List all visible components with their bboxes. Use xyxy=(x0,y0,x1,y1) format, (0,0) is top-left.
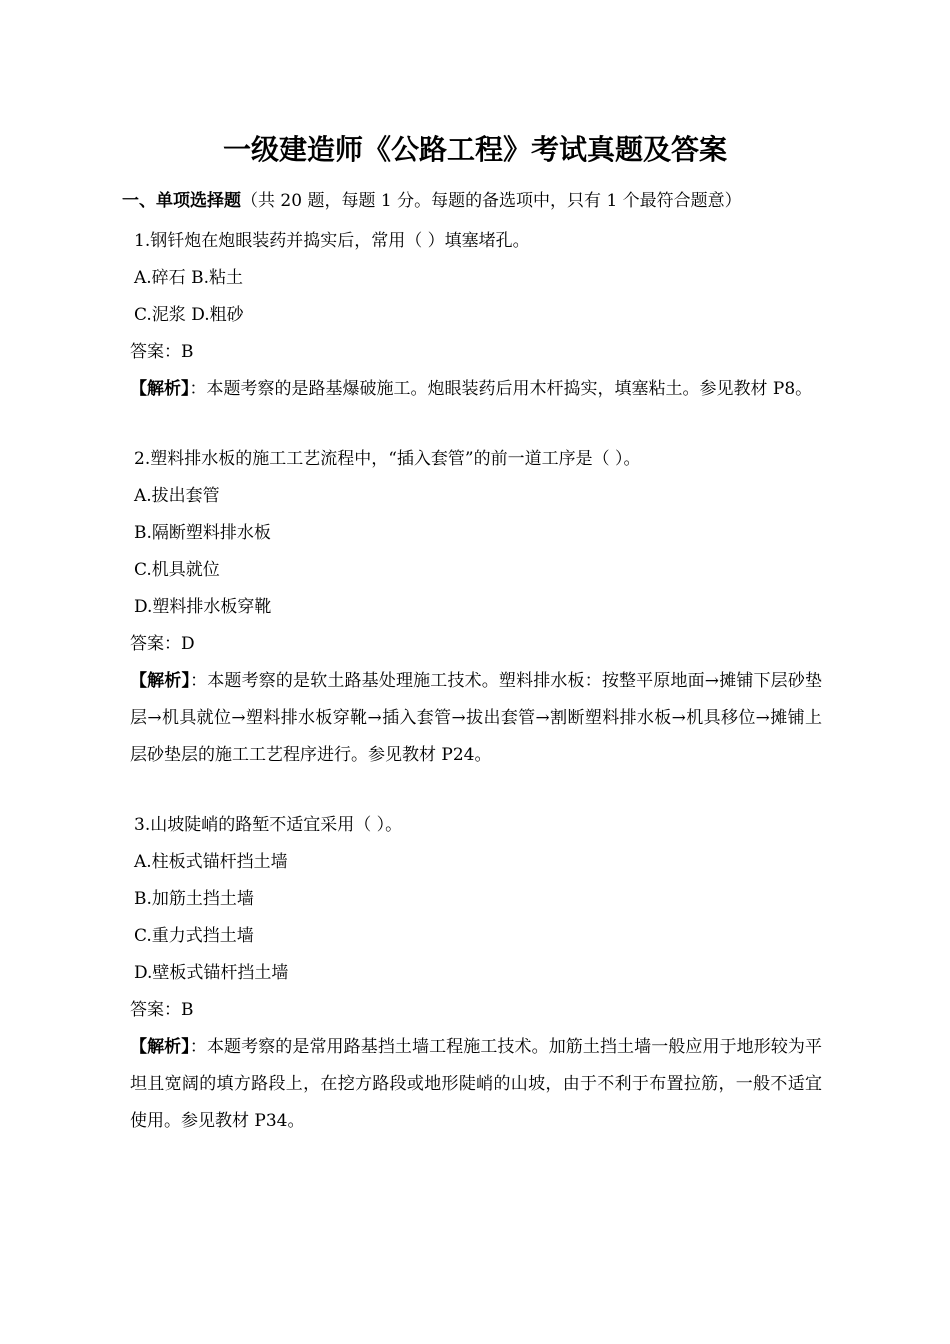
option-line: A.柱板式锚杆挡土墙 xyxy=(134,852,288,872)
question-stem: 3.山坡陡峭的路堑不适宜采用（ ）。 xyxy=(134,815,403,835)
analysis-paragraph xyxy=(130,1029,822,1140)
question-stem: 2.塑料排水板的施工工艺流程中，“插入套管”的前一道工序是（ ）。 xyxy=(134,449,641,469)
question-stem: 1.钢钎炮在炮眼装药并捣实后，常用（ ）填塞堵孔。 xyxy=(134,231,530,251)
section-note: （共 20 题，每题 1 分。每题的备选项中，只有 1 个最符合题意） xyxy=(241,191,742,211)
analysis-text: ：本题考察的是路基爆破施工。炮眼装药后用木杆捣实，填塞粘土。参见教材 P8。 xyxy=(189,379,813,399)
answer-line: 答案：B xyxy=(130,342,194,362)
answer-line: 答案：B xyxy=(130,1000,194,1020)
answer-line: 答案：D xyxy=(130,634,195,654)
section-heading xyxy=(122,186,742,216)
analysis-paragraph xyxy=(130,371,822,408)
question-list xyxy=(130,223,822,1173)
question-3 xyxy=(130,807,822,1140)
analysis-text: ：本题考察的是软土路基处理施工技术。塑料排水板：按整平原地面→摊铺下层砂垫层→机具就位→塑料排水板穿靴→插入套管→拔出套管→割断塑料排水板→机具移位→摊铺上层砂垫层的施工工艺程序进行。参见教材 P24。 xyxy=(130,671,822,765)
question-2 xyxy=(130,441,822,774)
question-1 xyxy=(130,223,822,408)
analysis-paragraph xyxy=(130,663,822,774)
option-line: B.隔断塑料排水板 xyxy=(134,523,271,543)
analysis-tag: 【解析】 xyxy=(130,671,191,691)
analysis-text: ：本题考察的是常用路基挡土墙工程施工技术。加筋土挡土墙一般应用于地形较为平坦且宽阔的填方路段上，在挖方路段或地形陡峭的山坡，由于不利于布置拉筋，一般不适宜使用。参见教材 P34。 xyxy=(130,1037,823,1131)
option-line: B.加筋土挡土墙 xyxy=(134,889,254,909)
option-line: D.塑料排水板穿靴 xyxy=(134,597,272,617)
option-line: D.壁板式锚杆挡土墙 xyxy=(134,963,289,983)
option-line: C.机具就位 xyxy=(134,560,220,580)
section-label: 一、单项选择题 xyxy=(122,191,241,211)
document-title: 一级建造师《公路工程》考试真题及答案 xyxy=(222,133,727,166)
option-line: A.拔出套管 xyxy=(134,486,220,506)
option-line: A.碎石 B.粘土 xyxy=(134,268,243,288)
analysis-tag: 【解析】 xyxy=(130,379,190,399)
analysis-tag: 【解析】 xyxy=(130,1037,190,1057)
option-line: C.泥浆 D.粗砂 xyxy=(134,305,244,325)
option-line: C.重力式挡土墙 xyxy=(134,926,254,946)
